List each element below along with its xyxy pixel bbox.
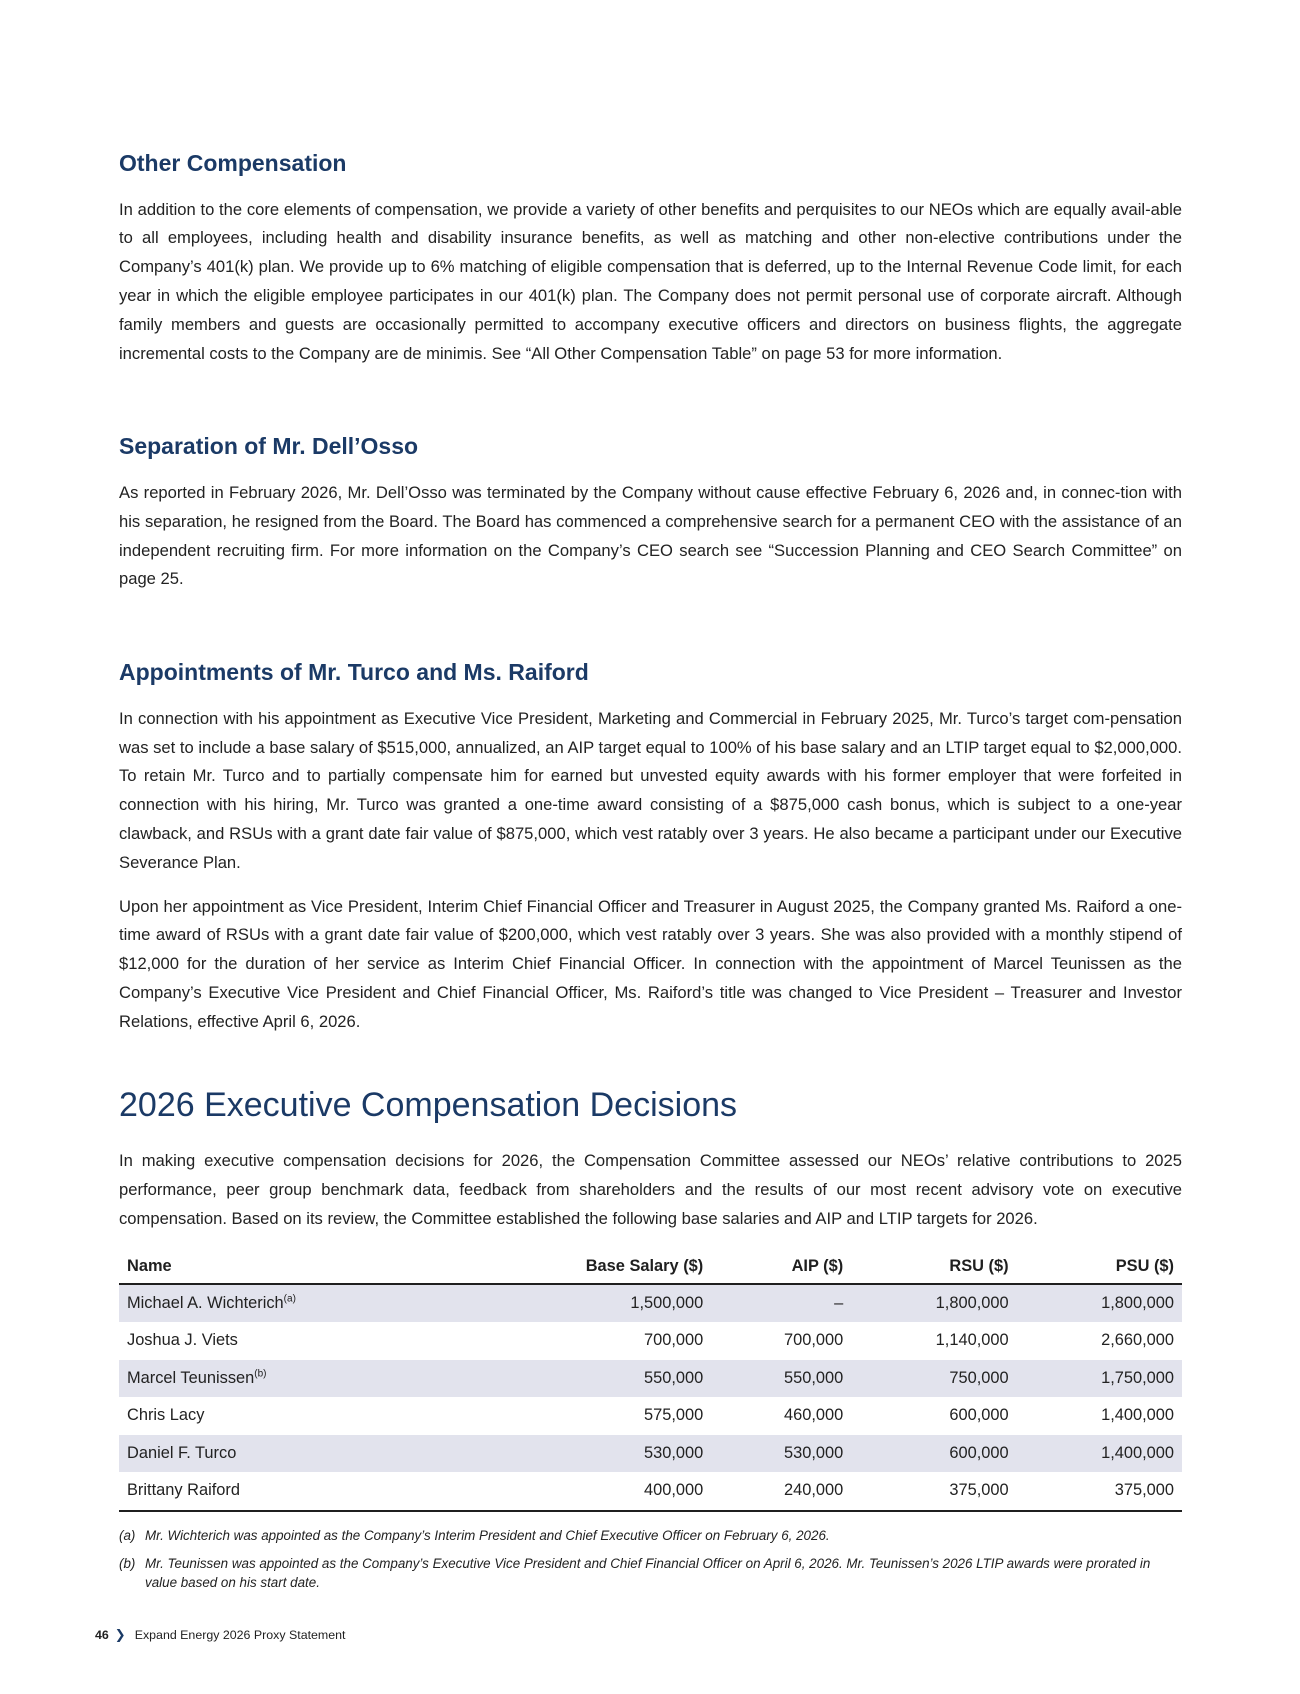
- cell-name: Daniel F. Turco: [119, 1435, 463, 1473]
- cell-aip: 460,000: [783, 1406, 844, 1425]
- footnote-b: [119, 1554, 1182, 1592]
- header-base-salary: Base Salary ($): [463, 1249, 711, 1284]
- table-row: [119, 1472, 1182, 1511]
- header-psu: PSU ($): [1017, 1249, 1182, 1284]
- decisions-heading: 2026 Executive Compensation Decisions: [119, 1085, 738, 1124]
- cell-aip: –: [711, 1284, 851, 1323]
- table-row: [119, 1360, 1182, 1398]
- footnote-text: Mr. Teunissen was appointed as the Company’s Executive Vice President and Chief Financial Officer on April 6, 2026. Mr. Teunissen’s 2026 LTIP awards were prorated in value based on his start date.: [145, 1555, 1151, 1590]
- chevron-right-icon: ❯: [114, 1627, 126, 1642]
- cell-psu: 1,400,000: [1101, 1406, 1174, 1425]
- cell-name: Marcel Teunissen$^{(b)}$: [119, 1360, 463, 1398]
- appointments-paragraph-1: In connection with his appointment as Executive Vice President, Marketing and Commercial in February 2025, Mr. Turco’s target com-pensation was set to include a base salary of $515,000, annualized, an AIP target equal to 100% of his base salary and an LTIP target equal to $2,000,000. To retain Mr. Turco and to partially compensate him for earned but unvested equity awards with his former employer that were forfeited in connection with his hiring, Mr. Turco was granted a one-time award consisting of a $875,000 cash bonus, which is subject to a one-year clawback, and RSUs with a grant date fair value of $875,000, which vest ratably over 3 years. He also became a participant under our Executive Severance Plan.: [119, 708, 1182, 872]
- cell-aip: 700,000: [783, 1331, 844, 1350]
- cell-aip: 550,000: [711, 1360, 851, 1398]
- cell-name: Michael A. Wichterich$^{(a)}$: [119, 1284, 463, 1323]
- header-rsu: RSU ($): [851, 1249, 1016, 1284]
- cell-rsu: 600,000: [851, 1435, 1016, 1473]
- table-row: [119, 1397, 1182, 1435]
- page-number: 46: [95, 1628, 109, 1642]
- table-row: [119, 1284, 1182, 1323]
- footnote-text: Mr. Wichterich was appointed as the Company’s Interim President and Chief Executive Officer on February 6, 2026.: [145, 1527, 830, 1543]
- decisions-paragraph: In making executive compensation decisions for 2026, the Compensation Committee assessed our NEOs’ relative contributions to 2025 performance, peer group benchmark data, feedback from shareholders and the results of our most recent advisory vote on executive compensation. Based on its review, the Committee established the following base salaries and AIP and LTIP targets for 2026.: [119, 1151, 1182, 1228]
- cell-rsu: 750,000: [851, 1360, 1016, 1398]
- cell-name: Chris Lacy: [127, 1406, 205, 1425]
- cell-psu: 2,660,000: [1101, 1331, 1174, 1350]
- table-footnotes: [119, 1526, 1182, 1592]
- table-header-row: [119, 1249, 1182, 1284]
- footnote-ref: (b): [254, 1368, 267, 1380]
- appointments-heading: Appointments of Mr. Turco and Ms. Raiford: [119, 659, 589, 686]
- table-row: [119, 1435, 1182, 1473]
- cell-base-salary: 400,000: [463, 1472, 711, 1511]
- footnote-mark: (a): [119, 1527, 136, 1543]
- footnote-ref: (a): [283, 1293, 296, 1305]
- page-content: [119, 150, 1182, 1601]
- header-aip: AIP ($): [711, 1249, 851, 1284]
- footnote-mark: (b): [119, 1555, 136, 1571]
- compensation-table: [119, 1249, 1182, 1512]
- cell-base-salary: 530,000: [463, 1435, 711, 1473]
- cell-aip: 240,000: [711, 1472, 851, 1511]
- footer-title: Expand Energy 2026 Proxy Statement: [134, 1628, 346, 1642]
- cell-psu: 375,000: [1017, 1472, 1182, 1511]
- cell-base-salary: 550,000: [463, 1360, 711, 1398]
- cell-rsu: 1,140,000: [935, 1331, 1009, 1350]
- cell-rsu: 375,000: [851, 1472, 1016, 1511]
- footnote-a: [119, 1526, 1182, 1545]
- cell-name: Joshua J. Viets: [127, 1331, 238, 1350]
- page-footer: [95, 1627, 345, 1643]
- cell-rsu: 1,800,000: [851, 1284, 1016, 1323]
- header-name: Name: [119, 1249, 463, 1284]
- appointments-paragraph-2: Upon her appointment as Vice President, Interim Chief Financial Officer and Treasurer in August 2025, the Company granted Ms. Raiford a one-time award of RSUs with a grant date fair value of $200,000, which vest ratably over 3 years. She was also provided with a monthly stipend of $12,000 for the duration of her service as Interim Chief Financial Officer. In connection with the appointment of Marcel Teunissen as the Company’s Executive Vice President and Chief Financial Officer, Ms. Raiford’s title was changed to Vice President – Treasurer and Investor Relations, effective April 6, 2026.: [119, 896, 1182, 1031]
- cell-aip: 530,000: [711, 1435, 851, 1473]
- cell-base-salary: 575,000: [644, 1406, 704, 1425]
- table-row: [119, 1322, 1182, 1360]
- cell-psu: 1,400,000: [1017, 1435, 1182, 1473]
- cell-psu: 1,800,000: [1017, 1284, 1182, 1323]
- cell-psu: 1,750,000: [1017, 1360, 1182, 1398]
- cell-base-salary: 1,500,000: [463, 1284, 711, 1323]
- other-compensation-paragraph: In addition to the core elements of compensation, we provide a variety of other benefits and perquisites to our NEOs which are equally avail-able to all employees, including health and disability insurance benefits, as well as matching and other non-elective contributions under the Company’s 401(k) plan. We provide up to 6% matching of eligible compensation that is deferred, up to the Internal Revenue Code limit, for each year in which the eligible employee participates in our 401(k) plan. The Company does not permit personal use of corporate aircraft. Although family members and guests are occasionally permitted to accompany executive officers and directors on business flights, the aggregate incremental costs to the Company are de minimis. See “All Other Compensation Table” on page 53 for more information.: [119, 199, 1182, 363]
- cell-name: Brittany Raiford: [119, 1472, 463, 1511]
- other-compensation-heading: Other Compensation: [119, 150, 347, 176]
- separation-heading: Separation of Mr. Dell’Osso: [119, 433, 419, 460]
- cell-base-salary: 700,000: [644, 1331, 704, 1350]
- separation-paragraph: As reported in February 2026, Mr. Dell’Osso was terminated by the Company without cause effective February 6, 2026 and, in connec-tion with his separation, he resigned from the Board. The Board has commenced a comprehensive search for a permanent CEO with the assistance of an independent recruiting firm. For more information on the Company’s CEO search see “Succession Planning and CEO Search Committee” on page 25.: [119, 482, 1182, 589]
- cell-rsu: 600,000: [949, 1406, 1009, 1425]
